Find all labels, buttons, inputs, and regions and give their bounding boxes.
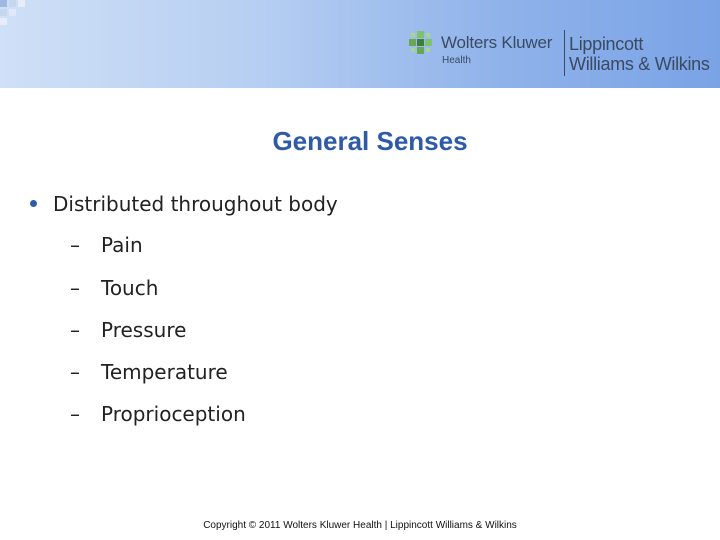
sub-item-text: Touch <box>101 276 159 300</box>
sub-list-item <box>70 233 143 257</box>
publisher-logo <box>402 24 720 80</box>
publisher-name-line2: Williams & Wilkins <box>569 54 710 74</box>
sub-item-text: Proprioception <box>101 402 246 426</box>
bullet-text: Distributed throughout body <box>53 192 338 216</box>
company-name: Wolters Kluwer <box>441 33 553 52</box>
dash-marker: – <box>70 402 80 426</box>
dash-marker: – <box>70 360 80 384</box>
slide-title: General Senses <box>272 126 468 156</box>
sub-item-text: Pain <box>101 233 143 257</box>
dash-marker: – <box>70 318 80 342</box>
dash-marker: – <box>70 233 80 257</box>
sub-list-item <box>70 360 228 384</box>
sub-list-item <box>70 318 186 342</box>
copyright-footer: Copyright © 2011 Wolters Kluwer Health | Lippincott Williams & Wilkins <box>203 520 517 531</box>
decorative-corner-squares <box>0 0 40 40</box>
sub-item-text: Temperature <box>101 360 228 384</box>
sub-list-item <box>70 276 158 300</box>
sub-item-text: Pressure <box>101 318 187 342</box>
bullet-dot-icon <box>30 200 37 207</box>
bullet-item <box>33 192 338 216</box>
logo-divider <box>564 30 565 76</box>
division-name: Health <box>442 55 471 66</box>
publisher-name-line1: Lippincott <box>569 34 644 54</box>
sub-list-item <box>70 402 246 426</box>
wolters-kluwer-emblem-icon <box>409 31 433 55</box>
dash-marker: – <box>70 276 80 300</box>
